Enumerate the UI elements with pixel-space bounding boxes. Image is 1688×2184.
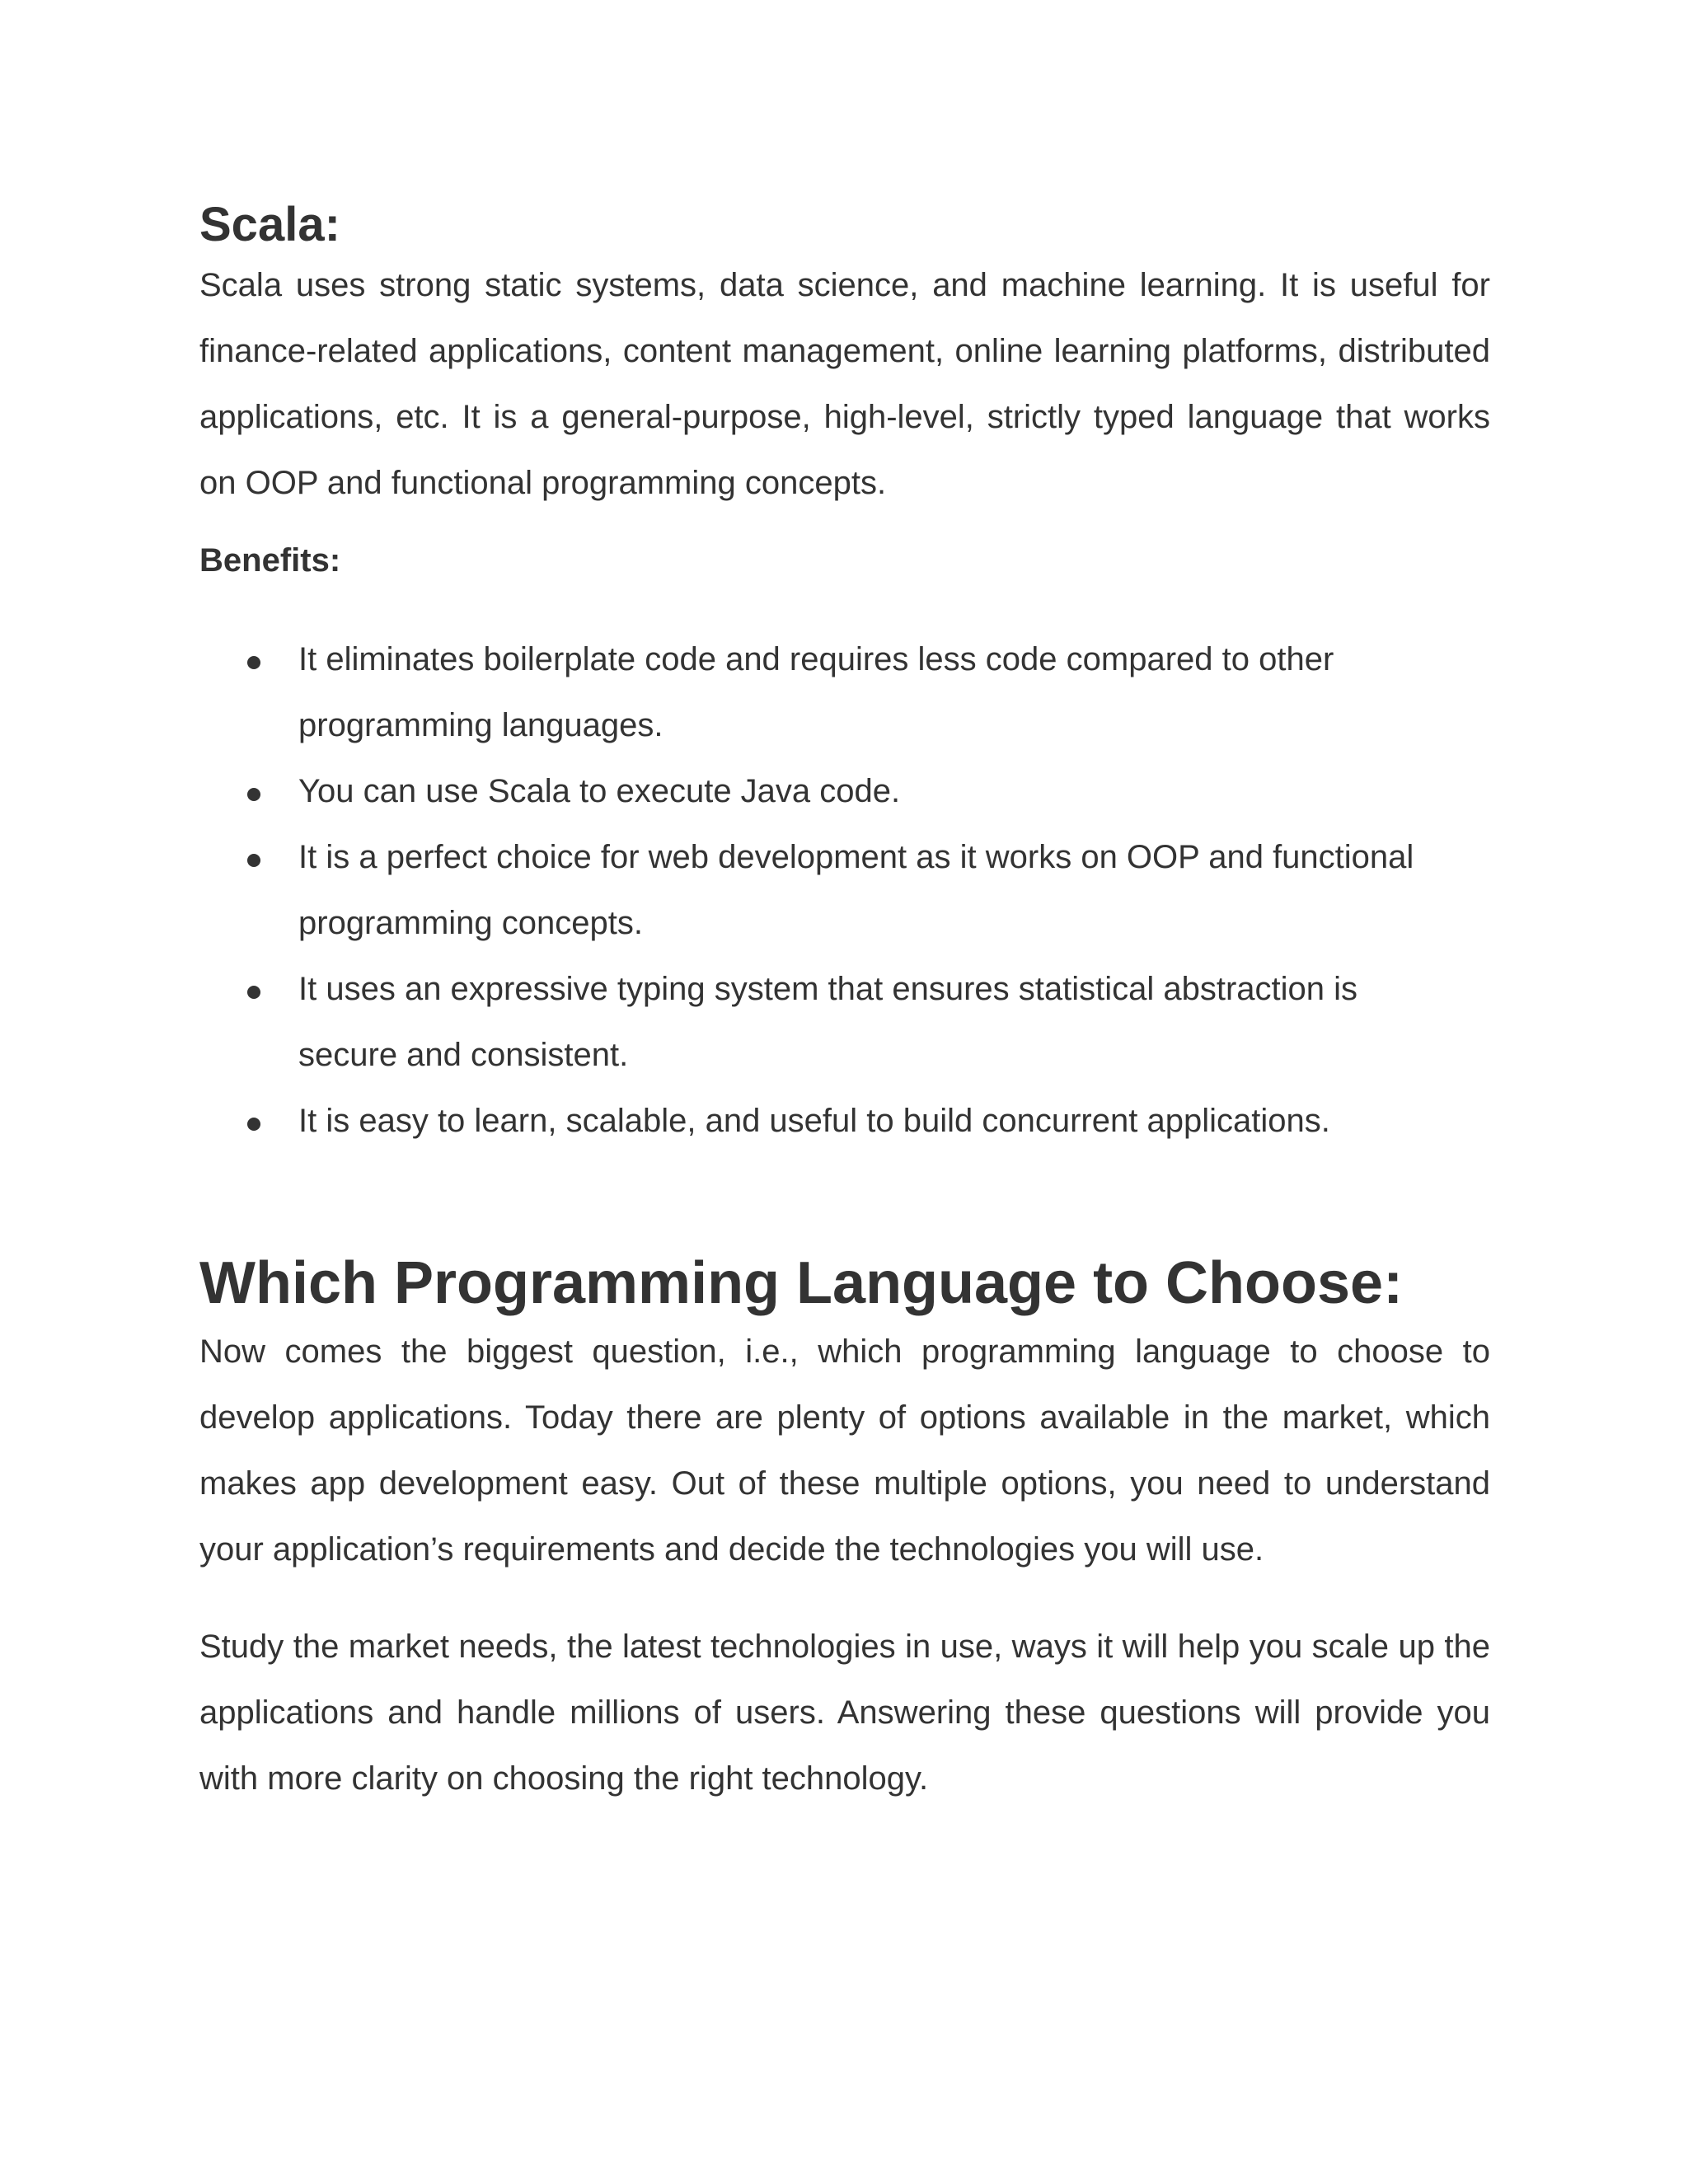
list-item-text: It eliminates boilerplate code and requires less code compared to other programming languages. [298,641,1334,743]
bullet-icon [247,788,260,801]
choose-heading: Which Programming Language to Choose: [199,1250,1404,1316]
list-item-text: It is easy to learn, scalable, and useful to build concurrent applications. [298,1103,1330,1139]
scala-heading: Scala: [199,198,340,251]
bullet-icon [247,1118,260,1131]
list-item [298,956,1490,1088]
document-page [199,198,1490,1811]
scala-intro-paragraph: Scala uses strong static systems, data science, and machine learning. It is useful for finance-related applications, content management, online learning platforms, distributed applications, etc. It is a general-purpose, high-level, strictly typed language that works on OOP and functional programming concepts. [199,267,1490,501]
list-item [298,758,1490,824]
benefits-list [199,626,1490,1154]
list-item [298,1088,1490,1154]
list-item-text: It is a perfect choice for web development as it works on OOP and functional programming concepts. [298,839,1414,941]
list-item [298,626,1490,758]
choose-paragraph-2: Study the market needs, the latest technologies in use, ways it will help you scale up the applications and handle millions of users. Answering these questions will provide you with more clarity on choosing the right technology. [199,1629,1490,1797]
list-item-text: You can use Scala to execute Java code. [298,773,901,809]
list-item-text: It uses an expressive typing system that ensures statistical abstraction is secure and consistent. [298,971,1358,1073]
bullet-icon [247,656,260,669]
list-item [298,824,1490,956]
bullet-icon [247,986,260,999]
benefits-heading: Benefits: [199,542,341,579]
choose-paragraph-1: Now comes the biggest question, i.e., which programming language to choose to develop applications. Today there are plenty of options available in the market, which makes app development easy. Out of these multiple options, you need to understand your application’s requirements and decide the technologies you will use. [199,1333,1490,1568]
bullet-icon [247,854,260,867]
